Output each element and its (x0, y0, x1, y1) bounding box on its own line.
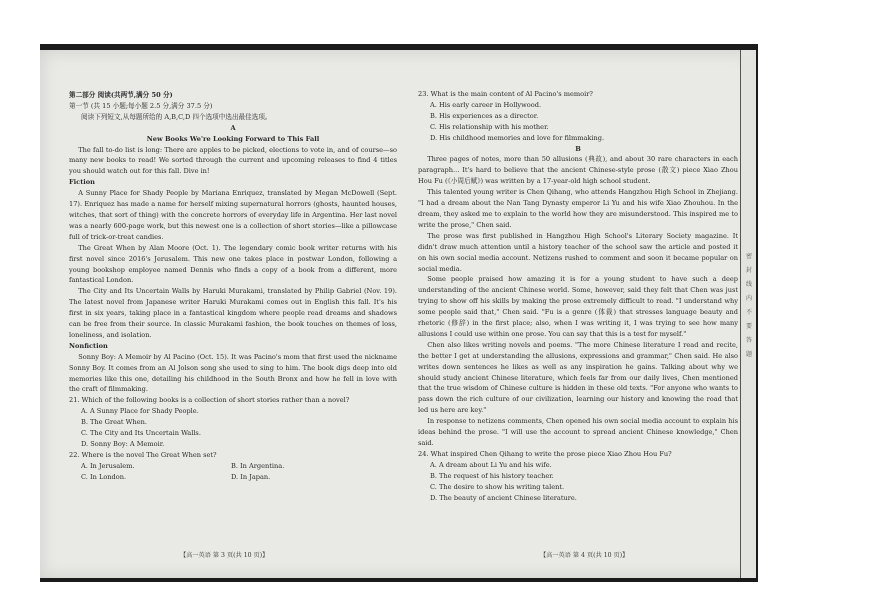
q24-option-d: D. The beauty of ancient Chinese literature. (430, 493, 577, 502)
book1-paragraph: A Sunny Place for Shady People by Mariana Enriquez, translated by Megan McDowell (Sept. 17). Enriquez has made a name for herself mixing supernatural horrors (ghosts, haunted houses, witches, that sort of thing) with the concrete horrors of everyday life in Argentina. Her last novel was a nearly 600-page work, but this newest one is a collection of short stories—like a pillowcase full of trick-or-treat candies. (69, 189, 397, 241)
q22-options-row1 (69, 461, 397, 472)
b-paragraph-5: Chen also likes writing novels and poems. "The more Chinese literature I read and recite, the better I get at understanding the allusions, expressions and grammar," Chen said. He also writes down sentences he likes as well as any inspiration he gains. Talking about why we should study ancient Chinese literature, which feels far from our daily lives, Chen mentioned that the true wisdom of Chinese culture is hidden in these old texts. "For anyone who wants to pass down the rich culture of our civilization, learning our history and knowing the road that led us here are key." (418, 340, 738, 415)
b-paragraph-6: In response to netizens comments, Chen opened his own social media account to explain his ideas behind the prose. "I will use the account to spread ancient Chinese knowledge," Chen said. (418, 417, 738, 447)
subsection-heading: 第一节 (共 15 小题;每小题 2.5 分,满分 37.5 分) (69, 101, 213, 110)
q21-option-d: D. Sonny Boy: A Memoir. (81, 440, 165, 448)
passage-letter-b: B (575, 144, 581, 153)
book2-paragraph: The Great When by Alan Moore (Oct. 1). The legendary comic book writer returns with his first novel since 2016's Jerusalem. This new one takes place in postwar London, following a young bookshop employee named Dennis who finds a copy of a book from a different, more fantastical London. (69, 243, 397, 285)
q21-option-a: A. A Sunny Place for Shady People. (81, 407, 199, 416)
page-footer-left: 【高一英语 第 3 页(共 10 页)】 (180, 552, 269, 559)
passage-letter-a: A (230, 123, 236, 132)
q21-option-b: B. The Great When. (81, 418, 147, 427)
b-paragraph-3: The prose was first published in Hangzhou High School's Literary Society magazine. It didn't draw much attention until a history teacher of the school saw the article and posted it on his own social media account. Netizens rushed to comment and soon it became popular on social media. (418, 231, 738, 273)
q22-option-c: C. In London. (81, 472, 127, 481)
q22-option-b: B. In Argentina. (231, 461, 285, 470)
page-footer-right: 【高一英语 第 4 页(共 10 页)】 (540, 552, 629, 559)
left-column (69, 90, 397, 483)
exam-paper (40, 50, 756, 578)
b-paragraph-4: Some people praised how amazing it is for a young student to have such a deep understanding of the ancient Chinese world. Some, however, said they felt that Chen was just trying to show off his skills by making the prose extremely difficult to read. "I understand why some people said that," Chen said. "Fu is a genre (体裁) that stresses language beauty and rhetoric (修辞) in the first place; also, when I was writing it, I was trying to see how many allusions I could use within one prose. You can say that this is a test for myself." (418, 275, 738, 338)
q24-option-b: B. The request of his history teacher. (430, 471, 554, 480)
passage-title: New Books We're Looking Forward to This Fall (146, 134, 320, 143)
q23-option-c: C. His relationship with his mother. (430, 122, 549, 131)
binding-line-text: 密封线内不要答题 (745, 253, 752, 358)
q21-option-c: C. The City and Its Uncertain Walls. (81, 429, 201, 438)
right-column (418, 89, 738, 503)
book3-paragraph: The City and Its Uncertain Walls by Haruki Murakami, translated by Philip Gabriel (Nov. 19). The latest novel from Japanese writer Haruki Murakami comes out in English this fall. It's his first in six years, taking place in a fantastical kingdom where people read dreams and shadows can be free from their source. In classic Murakami fashion, the book touches on themes of loss, loneliness, and isolation. (69, 287, 397, 339)
q22-options-row2 (69, 472, 397, 483)
question-23: 23. What is the main content of Al Pacino's memoir? (418, 90, 593, 98)
binding-margin (740, 50, 756, 578)
q24-option-a: A. A dream about Li Yu and his wife. (430, 460, 552, 469)
question-21: 21. Which of the following books is a collection of short stories rather than a novel? (69, 396, 350, 405)
q22-option-a: A. In Jerusalem. (81, 461, 135, 470)
q23-option-a: A. His early career in Hollywood. (430, 100, 542, 109)
q23-option-d: D. His childhood memories and love for filmmaking. (430, 133, 605, 142)
book4-paragraph: Sonny Boy: A Memoir by Al Pacino (Oct. 15). It was Pacino's mom that first used the nickname Sonny Boy. It comes from an Al Jolson song she used to sing to him. The book digs deep into old memories like this one, detailing his childhood in the South Bronx and how he fell in love with the craft of filmmaking. (69, 352, 397, 394)
q24-option-c: C. The desire to show his writing talent. (430, 482, 565, 491)
question-24: 24. What inspired Chen Qihang to write the prose piece Xiao Zhou Hou Fu? (418, 449, 672, 458)
section-heading: 第二部分 阅读(共两节,满分 50 分) (69, 91, 173, 99)
nonfiction-heading: Nonfiction (69, 341, 108, 350)
intro-paragraph: The fall to-do list is long: There are apples to be picked, elections to vote in, and of course—so many new books to read! We sorted through the current and upcoming releases to find 4 titles you should watch out for this fall. Dive in! (69, 145, 397, 176)
instruction: 阅读下列短文,从每题所给的 A,B,C,D 四个选项中选出最佳选项。 (81, 112, 272, 121)
q22-option-d: D. In Japan. (231, 472, 271, 481)
photo-frame (40, 44, 758, 582)
question-22: 22. Where is the novel The Great When set? (69, 450, 217, 459)
q23-option-b: B. His experiences as a director. (430, 111, 539, 120)
b-paragraph-2: This talented young writer is Chen Qihang, who attends Hangzhou High School in Zhejiang. "I had a dream about the Nan Tang Dynasty emperor Li Yu and his wife Xiao Zhouhou. In the dream, they asked me to explain to the world how they are misunderstood. This inspired me to write the prose," Chen said. (418, 188, 738, 229)
fiction-heading: Fiction (69, 178, 95, 187)
b-paragraph-1: Three pages of notes, more than 50 allusions (典故), and about 30 rare characters in each paragraph... It's hard to believe that the ancient Chinese-style prose (散文) piece Xiao Zhou Hou Fu (《小周后赋》) was written by a 17-year-old high school student. (418, 155, 738, 186)
